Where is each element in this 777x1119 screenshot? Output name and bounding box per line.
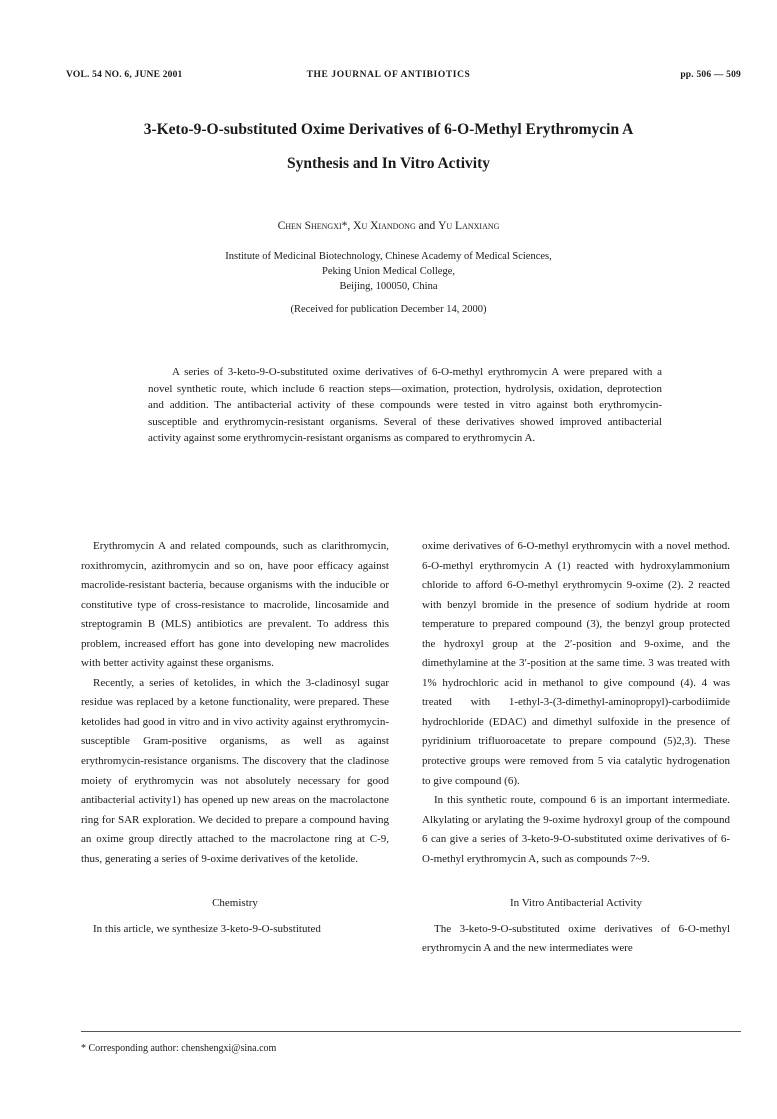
body-paragraph: In this article, we synthesize 3-keto-9-O-substituted (93, 922, 321, 935)
affiliation-line-2: Peking Union Medical College, (322, 266, 455, 277)
running-header-pages: pp. 506 — 509 (680, 70, 741, 80)
affiliation (0, 249, 777, 294)
author-2: Xu Xiandong (353, 220, 416, 232)
article-title-line-1: 3-Keto-9-O-substituted Oxime Derivatives of 6-O-Methyl Erythromycin A (143, 121, 634, 138)
running-header-journal: THE JOURNAL OF ANTIBIOTICS (306, 70, 471, 80)
footnote-divider (81, 1031, 741, 1032)
body-paragraph: oxime derivatives of 6-O-methyl erythromycin with a novel method. 6-O-methyl erythromycin A (1) reacted with hydroxylammonium chloride to afford 6-O-methyl erythromycin 9-oxime (2). 2 reacted with benzyl bromide in the presence of sodium hydride at room temperature to prepared compound (3), the benzyl group protected the hydroxyl group at the 2′-position and 9-oxime, and the dimethylamine at the 3′-position at the same time. 3 was treated with 1% hydrochloric acid in methanol to give compound (4). 4 was treated with 1-ethyl-3-(3-dimethyl-aminopropyl)-carbodiimide hydrochloride (EDAC) and dimethyl sulfoxide in the presence of pyridinium trifluoroacetate to prepare compound (5)2,3). These protective groups were removed from 5 via catalytic hydrogenation to give compound (6). (422, 540, 730, 787)
article-title-line-2: Synthesis and In Vitro Activity (287, 155, 490, 172)
body-paragraph: In this synthetic route, compound 6 is an important intermediate. Alkylating or arylating the 9-oxime hydroxyl group of the compound 6 can give a series of 3-keto-9-O-substituted oxime derivatives of 6-O-methyl erythromycin A, such as compounds 7~9. (422, 794, 730, 865)
body-paragraph: The 3-keto-9-O-substituted oxime derivatives of 6-O-methyl erythromycin A and the new intermediates were (422, 922, 730, 955)
section-heading-chemistry: Chemistry (212, 897, 258, 910)
body-paragraph: Erythromycin A and related compounds, such as clarithromycin, roxithromycin, azithromycin and so on, have poor efficacy against macrolide-resistant bacteria, because organisms with the inducible or constitutive type of cross-resistance to macrolide, lincosamide and streptogramin B (MLS) antibiotics are prevalent. To address this problem, increased effort has gone into developing new macrolides with better activity against these organisms. (81, 540, 389, 670)
body-column-right (422, 537, 730, 959)
corresponding-author-footnote: * Corresponding author: chenshengxi@sina.com (81, 1043, 277, 1054)
received-date: (Received for publication December 14, 2000) (290, 304, 487, 315)
author-list: Chen Shengxi*, Xu Xiandong and Yu Lanxiang (277, 220, 500, 232)
section-heading-in-vitro-activity: In Vitro Antibacterial Activity (509, 897, 643, 910)
affiliation-line-3: Beijing, 100050, China (339, 281, 438, 292)
abstract: A series of 3-keto-9-O-substituted oxime derivatives of 6-O-methyl erythromycin A were prepared with a novel synthetic route, which include 6 reaction steps—oximation, protection, hydrolysis, oxidation, deprotection and addition. The antibacterial activity of these compounds were tested in vitro against both erythromycin-susceptible and erythromycin-resistant organisms. Several of these derivatives showed improved antibacterial activity against some erythromycin-resistant organisms as compared to erythromycin A. (148, 366, 662, 445)
body-column-left (81, 537, 389, 939)
author-1: Chen Shengxi* (277, 220, 348, 232)
affiliation-line-1: Institute of Medicinal Biotechnology, Chinese Academy of Medical Sciences, (225, 251, 552, 262)
author-3: Yu Lanxiang (438, 220, 500, 232)
body-paragraph: Recently, a series of ketolides, in which the 3-cladinosyl sugar residue was replaced by a ketone functionality, were prepared. These ketolides had good in vitro and in vivo activity against erythromycin-susceptible Gram-positive organisms, as well as against erythromycin-resistance organisms. The discovery that the cladinose moiety of erythromycin was not absolutely necessary for good antibacterial activity1) has opened up new areas on the macrolactone ring for SAR exploration. We decided to prepare a compound having an oxime group directly attached to the macrolactone ring at C-9, thus, generating a series of 9-oxime derivatives of the ketolide. (81, 676, 389, 865)
running-header-volume: VOL. 54 NO. 6, JUNE 2001 (66, 70, 183, 80)
